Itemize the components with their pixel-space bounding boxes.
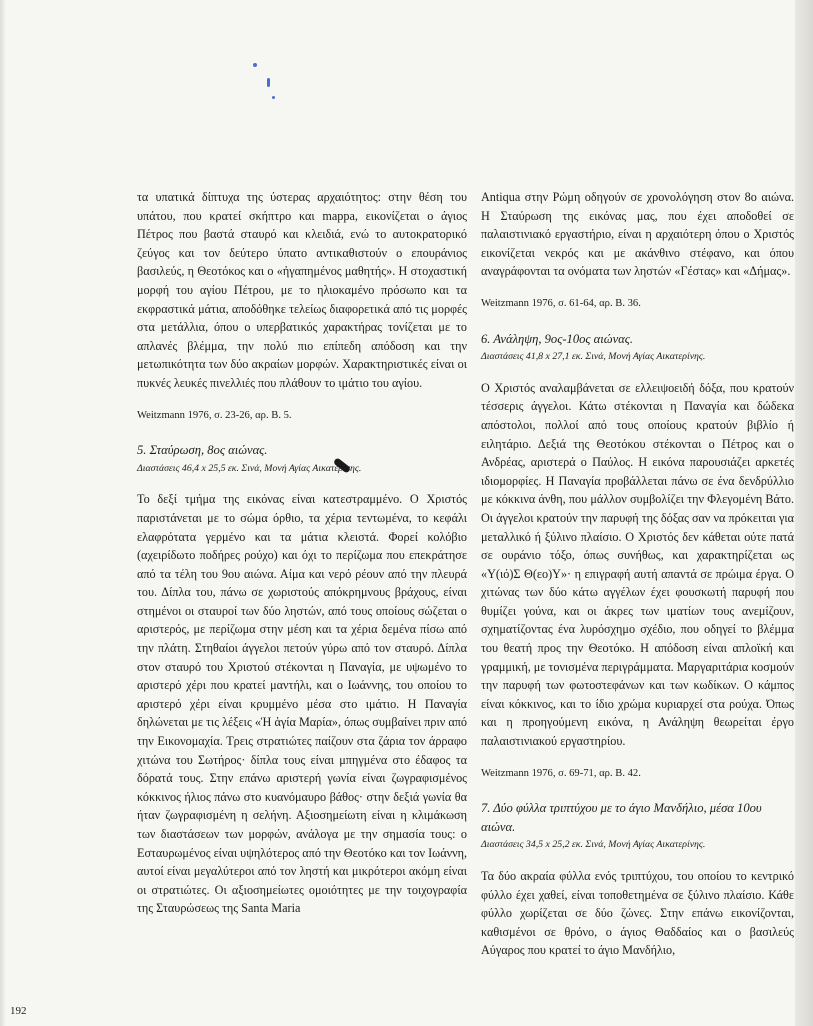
pen-mark [267,78,270,87]
section-subheading: Διαστάσεις 41,8 x 27,1 εκ. Σινά, Μονή Αγίας Αικατερίνης. [481,351,706,363]
section-subheading: Διαστάσεις 34,5 x 25,2 εκ. Σινά, Μονή Αγίας Αικατερίνης. [481,839,706,851]
scan-shadow [0,0,6,1026]
page-number: 192 [10,1005,27,1017]
section-heading: 6. Ανάληψη, 9ος-10ος αιώνας. [481,331,634,346]
paragraph: Τα δύο ακραία φύλλα ενός τριπτύχου, του οποίου το κεντρικό φύλλο έχει χαθεί, είναι τοποθετημένα σε ξύλινο πλαίσιο. Κάθε φύλλο χωρίζεται σε δύο ζώνες. Στην επάνω εικονίζονται, καθισμένοι σε θρόνο, ο άγιος Θαδδαίος και ο βασιλεύς Αύγαρος που κρατεί το άγιο Μανδήλιο, [481,869,794,958]
paragraph: Ο Χριστός αναλαμβάνεται σε ελλειψοειδή δόξα, που κρατούν τέσσερις άγγελοι. Κάτω στέκονται η Παναγία και δώδεκα απόστολοι, πολλοί από τους οποίους κρατούν βιβλίο ή ειλητάριο. Δεξιά της Θεοτόκου στέκονται ο Πέτρος και ο Ανδρέας, αριστερά ο Παύλος. Η εικόνα παρουσιάζει αρκετές ιδιομορφίες. Η Παναγία προβάλλεται πάνω σε ένα δενδρύλλιο με κόκκινα άνθη, που μάλλον συμβολίζει την Φλεγομένη Βάτο. Οι άγγελοι κρατούν την παρυφή της δόξας σαν να πρόκειται για μεταλλικό ή ξύλινο πλαίσιο. Ο Χριστός δεν κάθεται ούτε πατά σε ουράνιο τόξο, όπως συνήθως, και χαρακτηρίζεται ως «Υ(ιό)Σ Θ(εο)Υ»· η επιγραφή αυτή απαντά σε πρώιμα έργα. Ο χιτώνας των δύο κάτω αγγέλων έχει φουσκωτή παρυφή που θυμίζει γούνα, και οι άκρες των ιματίων τους ανεμίζουν, σχηματίζοντας ένα λυρόσχημο σχέδιο, που οδηγεί το βλέμμα του θεατή προς την Θεοτόκο. Η απόδοση είναι απλοϊκή και γραμμική, με τονισμένα περιγράμματα. Μαργαριτάρια κοσμούν την παρυφή των φωτοστεφάνων και των κωδίκων. Ο κάμπος είναι κόκκινος, και το ίδιο χρώμα κυριαρχεί στα ρούχα. Όπως και η προηγούμενη εικόνα, η Ανάληψη θεωρείται έργο παλαιστινιακού εργαστηρίου. [481,380,794,749]
paragraph: τα υπατικά δίπτυχα της ύστερας αρχαιότητος: στην θέση του υπάτου, που κρατεί σκήπτρο και mappa, εικονίζεται ο άγιος Πέτρος που βαστά σταυρό και κλειδιά, ενώ το αυτοκρατορικό ζεύγος και τον δεύτερο ύπατο αντικαθιστούν ο επουράνιος βασιλεύς, η Θεοτόκος και ο «ἠγαπημένος μαθητής». Η στοχαστική μορφή του αγίου Πέτρου, με το ηλιοκαμένο πρόσωπο και τα εκφραστικά μάτια, αποδόθηκε τελείως διαφορετικά από τις μορφές στα μετάλλια, όπου ο υπερβατικός χαρακτήρας τονίζεται με το απλανές βλέμμα, την πολύ πιο επίπεδη απόδοση και την μετωπικότητα των δύο ακραίων μορφών. Χαρακτηριστικές είναι οι πυκνές λευκές πινελλιές που πλάθουν το ιμάτιο του αγίου. [137,190,467,390]
right-column [481,188,794,960]
reference: Weitzmann 1976, σ. 69-71, αρ. Β. 42. [481,767,641,779]
pen-mark [253,63,257,67]
pen-mark [272,96,275,99]
paragraph: Antiqua στην Ρώμη οδηγούν σε χρονολόγηση στον 8ο αιώνα. Η Σταύρωση της εικόνας μας, που έχει αποδοθεί σε παλαιστινιακό εργαστήριο, είναι η αρχαιότερη όπου ο Χριστός εικονίζεται νεκρός και με ακάνθινο στέφανο, και όπου αναγράφονται τα ονόματα των ληστών «Γέστας» και «Δήμας». [481,190,794,279]
page-edge [795,0,813,1026]
section-subheading: Διαστάσεις 46,4 x 25,5 εκ. Σινά, Μονή Αγίας Αικατερίνης. [137,462,362,474]
section-heading: 5. Σταύρωση, 8ος αιώνας. [137,443,268,458]
section-heading: 7. Δύο φύλλα τριπτύχου με το άγιο Μανδήλιο, μέσα 10ου αιώνα. [481,801,762,834]
left-column [137,188,467,918]
reference: Weitzmann 1976, σ. 61-64, αρ. Β. 36. [481,297,641,309]
paragraph: Το δεξί τμήμα της εικόνας είναι κατεστραμμένο. Ο Χριστός παριστάνεται με το σώμα όρθιο, τα χέρια τεντωμένα, το κεφάλι ελαφρότατα γερμένο και τα μάτια κλειστά. Φορεί κολόβιο (αχειρίδωτο ποδήρες ρούχο) και όχι το περίζωμα που επεκράτησε από τα τέλη του 9ου αιώνα. Αίμα και νερό ρέουν από την πλευρά του. Δίπλα του, πάνω σε χωριστούς απόκρημνους βράχους, είναι στημένοι οι σταυροί των δύο ληστών, από τους οποίους σώζεται ο αριστερός, με περίζωμα στην μέση και τα χέρια δεμένα πίσω από την πλάτη. Στηθαίοι άγγελοι πετούν γύρω από τον σταυρό. Δίπλα στον σταυρό του Χριστού στέκονται η Παναγία, με υψωμένο το αριστερό χέρι που κρατεί μαντήλι, και ο Ιωάννης, του οποίου το αριστερό χέρι είναι κρυμμένο μέσα στο ιμάτιο. Η Παναγία δηλώνεται με τις λέξεις «Ἡ ἁγία Μαρία», όπως συμβαίνει πριν από την Εικονομαχία. Τρεις στρατιώτες παίζουν στα ζάρια τον άρραφο χιτώνα του Σωτήρος· δίπλα τους είναι μπηγμένα στο έδαφος τα δόρατά τους. Στην επάνω αριστερή γωνία είναι ζωγραφισμένος κόκκινος ήλιος πάνω στο κυανόμαυρο βάθος· στην δεξιά γωνία θα ήταν ζωγραφισμένη η σελήνη. Αξιοσημείωτη είναι η κλιμάκωση των διαστάσεων των μορφών, ανάλογα με την σημασία τους: ο Εσταυρωμένος είναι υψηλότερος από την Θεοτόκο και τον Ιωάννη, αυτοί είναι μεγαλύτεροι από τον ληστή και μικρότεροι ακόμη είναι οι στρατιώτες. Οι αξιοσημείωτες ομοιότητες με την τοιχογραφία της Σταυρώσεως της Santa Maria [137,492,468,916]
reference: Weitzmann 1976, σ. 23-26, αρ. Β. 5. [137,409,292,421]
